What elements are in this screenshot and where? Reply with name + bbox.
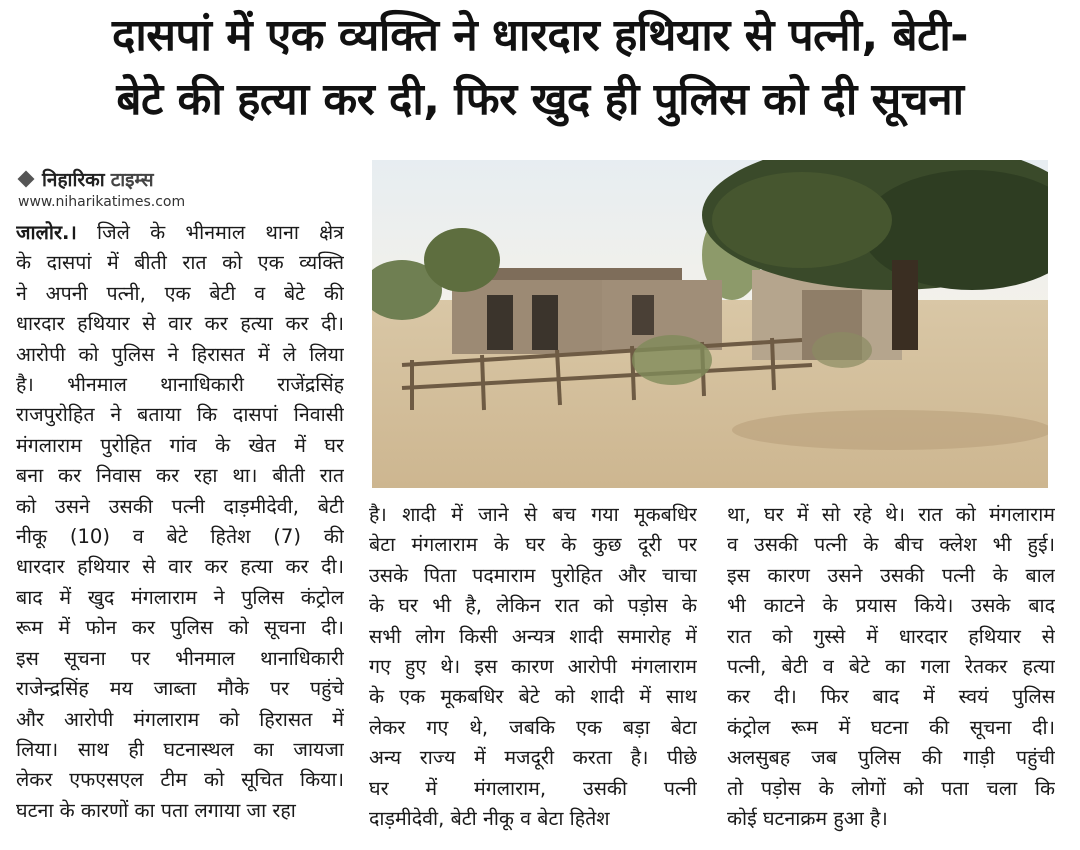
- article-column-3: [727, 500, 1055, 834]
- article-line-text: जिले के भीनमाल थाना क्षेत्र: [76, 221, 344, 244]
- news-photo: [372, 160, 1048, 488]
- article-line: बना कर निवास कर रहा था। बीती रात: [16, 464, 344, 488]
- article-line: लेकर गए थे, जबकि एक बड़ा बेटा: [369, 715, 697, 739]
- headline-line-2: बेटे की हत्या कर दी, फिर खुद ही पुलिस को दी सूचना: [116, 74, 964, 125]
- article-line: है। भीनमाल थानाधिकारी राजेंद्रसिंह: [16, 373, 344, 397]
- article-line: ने अपनी पत्नी, एक बेटी व बेटे की: [16, 281, 344, 305]
- article-line: इस कारण उसने उसकी पत्नी के बाल: [727, 563, 1055, 587]
- article-column-1: [16, 218, 344, 826]
- article-column-2: [369, 500, 697, 834]
- headline: [0, 4, 1080, 132]
- article-line: था, घर में सो रहे थे। रात को मंगलाराम: [727, 503, 1055, 526]
- article-line: है। शादी में जाने से बच गया मूकबधिर: [369, 503, 697, 526]
- article-line: दाड़मीदेवी, बेटी नीकू व बेटा हितेश: [369, 807, 610, 831]
- article-line: इस सूचना पर भीनमाल थानाधिकारी: [16, 646, 344, 670]
- article-line: के दासपां में बीती रात को एक व्यक्ति: [16, 251, 344, 275]
- article-line: रात को गुस्से में धारदार हथियार से: [727, 624, 1055, 648]
- article-line: कंट्रोल रूम में घटना की सूचना दी।: [727, 715, 1055, 739]
- article-line: रूम में फोन कर पुलिस को सूचना दी।: [16, 616, 344, 640]
- article-line: राजपुरोहित ने बताया कि दासपां निवासी: [16, 403, 344, 427]
- article-line: बाद में खुद मंगलाराम ने पुलिस कंट्रोल: [16, 585, 344, 609]
- article-line: नीकू (10) व बेटे हितेश (7) की: [16, 525, 344, 549]
- article-line: धारदार हथियार से वार कर हत्या कर दी।: [16, 555, 344, 579]
- brand-url: www.niharikatimes.com: [18, 194, 186, 210]
- article-line: पत्नी, बेटी व बेटे का गला रेतकर हत्या: [727, 655, 1055, 679]
- article-line: कर दी। फिर बाद में स्वयं पुलिस: [727, 685, 1055, 709]
- article-line: अन्य राज्य में मजदूरी करता है। पीछे: [369, 746, 697, 770]
- article-line: लिया। साथ ही घटनास्थल का जायजा: [16, 737, 344, 761]
- article-dateline: जालोर.।: [16, 221, 77, 244]
- article-line: भी काटने के प्रयास किये। उसके बाद: [727, 594, 1055, 618]
- publication-brand: [16, 166, 356, 210]
- article-line: धारदार हथियार से वार कर हत्या कर दी।: [16, 312, 344, 336]
- article-line: अलसुबह जब पुलिस की गाड़ी पहुंची: [727, 746, 1055, 770]
- article-line: गए हुए थे। इस कारण आरोपी मंगलाराम: [369, 655, 697, 679]
- brand-name: निहारिका: [42, 169, 105, 191]
- article-line: घटना के कारणों का पता लगाया जा रहा: [16, 798, 296, 822]
- article-line: राजेन्द्रसिंह मय जाब्ता मौके पर पहुंचे: [16, 677, 344, 701]
- article-line: कोई घटनाक्रम हुआ है।: [727, 807, 888, 831]
- article-line: व उसकी पत्नी के बीच क्लेश भी हुई।: [727, 533, 1055, 557]
- article-line: लेकर एफएसएल टीम को सूचित किया।: [16, 768, 344, 792]
- article-line: के एक मूकबधिर बेटे को शादी में साथ: [369, 685, 697, 709]
- article-line: सभी लोग किसी अन्यत्र शादी समारोह में: [369, 624, 697, 648]
- article-line: उसके पिता पदमाराम पुरोहित और चाचा: [369, 563, 697, 587]
- diamond-icon: [18, 171, 35, 188]
- article-line: आरोपी को पुलिस ने हिरासत में ले लिया: [16, 342, 344, 366]
- headline-line-1: दासपां में एक व्यक्ति ने धारदार हथियार से पत्नी, बेटी-: [112, 10, 968, 61]
- article-line: तो पड़ोस के लोगों को पता चला कि: [727, 776, 1055, 800]
- article-line: को उसने उसकी पत्नी दाड़मीदेवी, बेटी: [16, 494, 344, 518]
- article-line: बेटा मंगलाराम के घर के कुछ दूरी पर: [369, 533, 697, 557]
- article-line: घर में मंगलाराम, उसकी पत्नी: [369, 776, 697, 800]
- village-scene-image: [372, 160, 1048, 488]
- article-line: के घर भी है, लेकिन रात को पड़ोस के: [369, 594, 697, 618]
- article-line: और आरोपी मंगलाराम को हिरासत में: [16, 707, 344, 731]
- article-line: मंगलाराम पुरोहित गांव के खेत में घर: [16, 433, 344, 457]
- brand-name-suffix: टाइम्स: [110, 169, 154, 191]
- article-line: [16, 218, 344, 248]
